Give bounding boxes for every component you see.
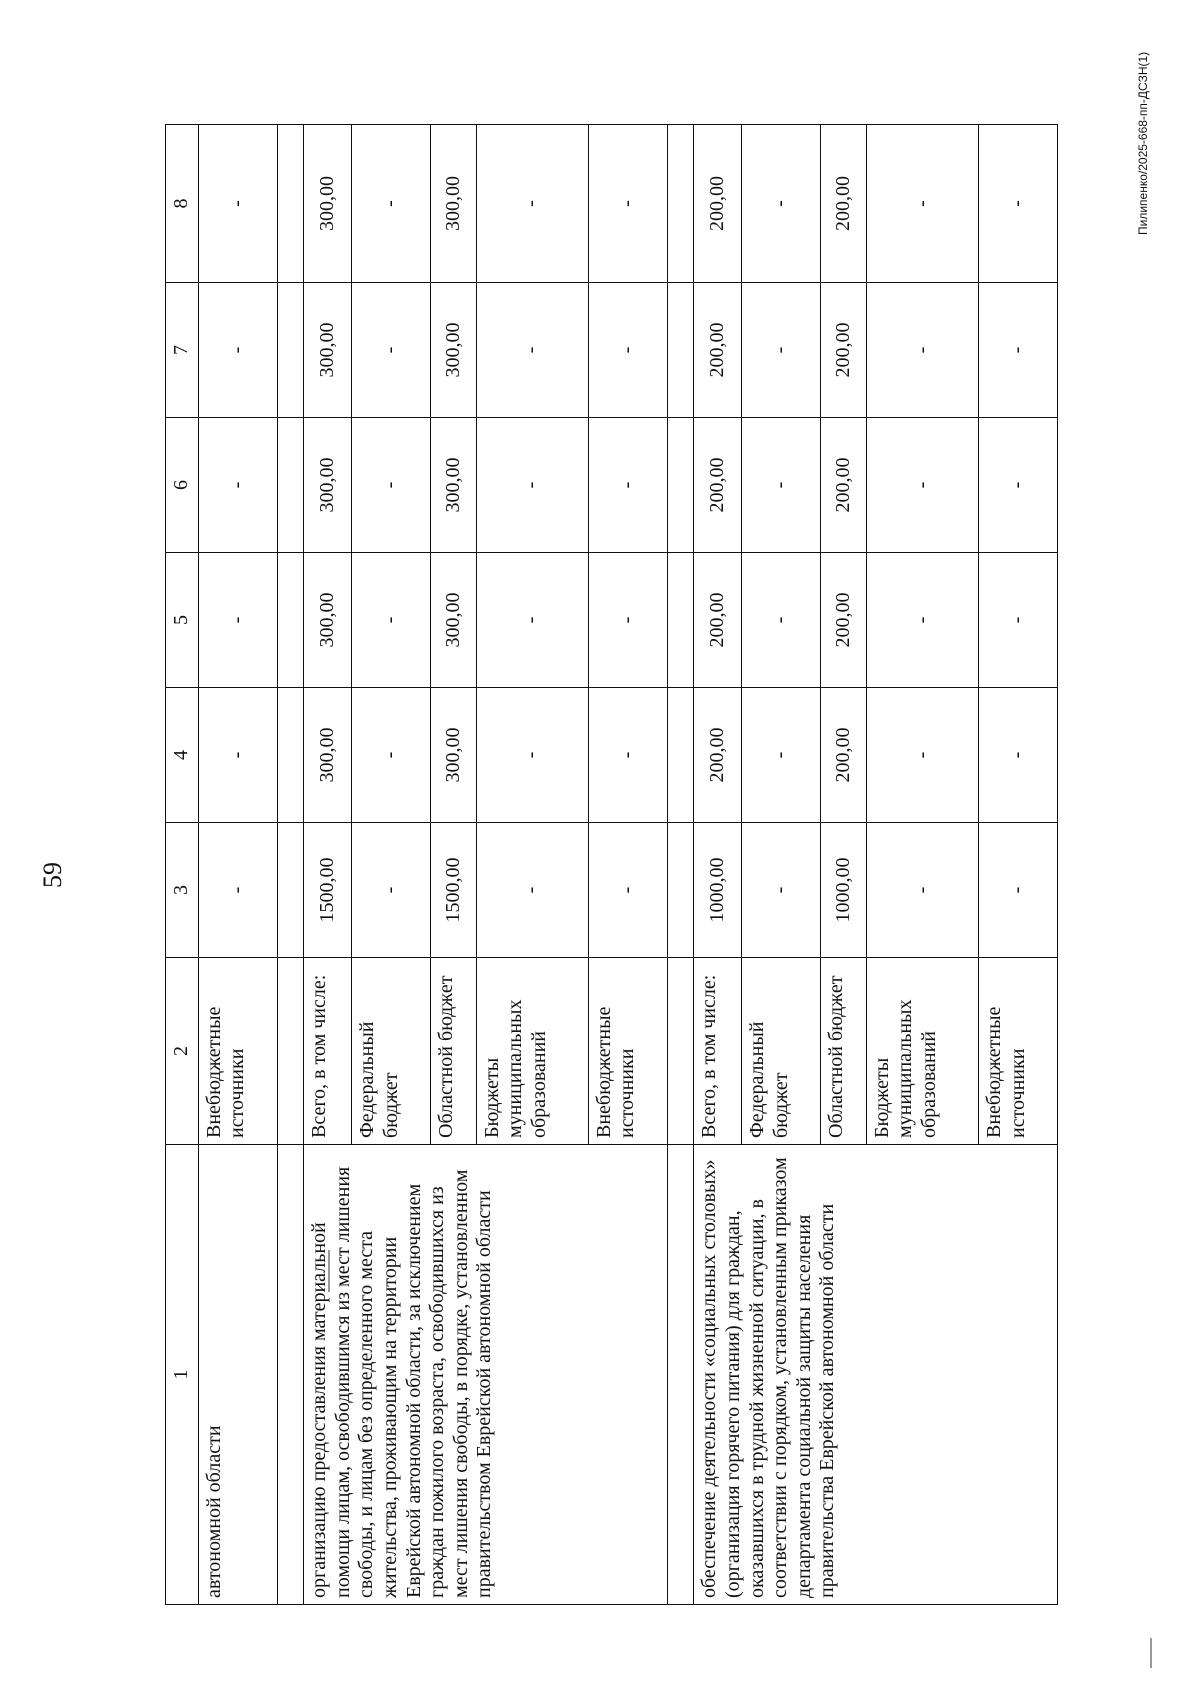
amount-cell: 200,00 [821, 283, 867, 418]
amount-cell: - [198, 823, 277, 958]
spacer-cell [667, 823, 694, 958]
amount-cell: 300,00 [430, 688, 476, 823]
amount-cell: 200,00 [694, 688, 742, 823]
amount-cell: 200,00 [694, 283, 742, 418]
amount-cell: - [978, 418, 1057, 553]
block-spacer-row [667, 125, 694, 1605]
amount-cell: - [866, 688, 978, 823]
amount-cell: - [588, 283, 667, 418]
table-row [304, 125, 352, 1605]
amount-cell: 1500,00 [304, 823, 352, 958]
amount-cell: 200,00 [694, 125, 742, 283]
amount-cell: - [588, 553, 667, 688]
amount-cell: - [476, 688, 588, 823]
funding-source-cell: Областной бюджет [821, 958, 867, 1145]
spacer-cell [277, 418, 304, 553]
amount-cell: - [588, 418, 667, 553]
amount-cell: - [351, 823, 430, 958]
amount-cell: - [866, 823, 978, 958]
amount-cell: 200,00 [821, 688, 867, 823]
amount-cell: 200,00 [821, 125, 867, 283]
document-footer-code: Пилипенко/2025-668-пп-ДСЗН(1) [1136, 51, 1150, 235]
amount-cell: 1000,00 [694, 823, 742, 958]
spacer-cell [667, 553, 694, 688]
amount-cell: 200,00 [694, 418, 742, 553]
block-spacer-row [277, 125, 304, 1605]
amount-cell: 1000,00 [821, 823, 867, 958]
table-row [198, 125, 277, 1605]
amount-cell: - [742, 553, 821, 688]
funding-source-cell: Федеральный бюджет [742, 958, 821, 1145]
spacer-cell [277, 125, 304, 283]
amount-cell: 300,00 [304, 553, 352, 688]
page-number: 59 [38, 862, 67, 888]
amount-cell: 300,00 [430, 125, 476, 283]
activity-description-cell: обеспечение деятельности «социальных столовых» (организация горячего питания) для граждан, оказавшихся в трудной жизненной ситуации, в соответствии с порядком, установленным приказом департамента социальной защиты населения правительства Еврейской автономной области [694, 1145, 1058, 1605]
amount-cell: - [866, 283, 978, 418]
spacer-cell [277, 688, 304, 823]
amount-cell: 300,00 [304, 125, 352, 283]
column-header-7: 7 [166, 283, 199, 418]
funding-source-cell: Всего, в том числе: [304, 958, 352, 1145]
funding-source-cell: Бюджеты муниципальных образований [866, 958, 978, 1145]
amount-cell: - [476, 125, 588, 283]
table-header-row [166, 125, 199, 1605]
amount-cell: - [742, 418, 821, 553]
funding-source-cell: Внебюджетные источники [978, 958, 1057, 1145]
funding-source-cell: Всего, в том числе: [694, 958, 742, 1145]
amount-cell: - [351, 418, 430, 553]
spacer-cell [277, 283, 304, 418]
amount-cell: - [351, 125, 430, 283]
column-header-4: 4 [166, 688, 199, 823]
spacer-cell [667, 125, 694, 283]
activity-description-cell: автономной области [198, 1145, 277, 1605]
column-header-3: 3 [166, 823, 199, 958]
funding-source-cell: Внебюджетные источники [198, 958, 277, 1145]
column-header-8: 8 [166, 125, 199, 283]
amount-cell: 300,00 [304, 688, 352, 823]
amount-cell: - [476, 418, 588, 553]
amount-cell: - [476, 283, 588, 418]
amount-cell: 200,00 [821, 418, 867, 553]
column-header-2: 2 [166, 958, 199, 1145]
amount-cell: - [476, 553, 588, 688]
activity-description-cell: организацию предоставления материальной помощи лицам, освободившимся из мест лишения свободы, и лицам без определенного места жительства, проживающим на территории Еврейской автономной области, за исключением граждан пожилого возраста, освободившихся из мест лишения свободы, в порядке, установленном правительством Еврейской автономной области [304, 1145, 668, 1605]
amount-cell: - [588, 688, 667, 823]
table-row [694, 125, 742, 1605]
amount-cell: 200,00 [694, 553, 742, 688]
amount-cell: - [866, 125, 978, 283]
amount-cell: 300,00 [304, 283, 352, 418]
column-header-5: 5 [166, 553, 199, 688]
amount-cell: - [198, 688, 277, 823]
spacer-cell [667, 418, 694, 553]
spacer-cell [277, 1145, 304, 1605]
amount-cell: 300,00 [304, 418, 352, 553]
budget-table [165, 124, 1058, 1605]
amount-cell: 300,00 [430, 418, 476, 553]
amount-cell: - [866, 553, 978, 688]
amount-cell: - [742, 823, 821, 958]
amount-cell: - [198, 418, 277, 553]
spacer-cell [667, 688, 694, 823]
funding-source-cell: Бюджеты муниципальных образований [476, 958, 588, 1145]
column-header-1: 1 [166, 1145, 199, 1605]
amount-cell: - [351, 283, 430, 418]
amount-cell: - [198, 553, 277, 688]
amount-cell: - [588, 823, 667, 958]
amount-cell: - [198, 125, 277, 283]
column-header-6: 6 [166, 418, 199, 553]
amount-cell: - [351, 688, 430, 823]
amount-cell: - [978, 125, 1057, 283]
amount-cell: - [588, 125, 667, 283]
amount-cell: - [742, 283, 821, 418]
amount-cell: - [978, 283, 1057, 418]
amount-cell: 200,00 [821, 553, 867, 688]
amount-cell: 300,00 [430, 553, 476, 688]
funding-source-cell: Областной бюджет [430, 958, 476, 1145]
amount-cell: 1500,00 [430, 823, 476, 958]
amount-cell: - [476, 823, 588, 958]
amount-cell: - [198, 283, 277, 418]
amount-cell: - [978, 823, 1057, 958]
budget-table-wrapper [165, 125, 1058, 1605]
funding-source-cell: Внебюджетные источники [588, 958, 667, 1145]
amount-cell: - [978, 553, 1057, 688]
scan-mark-bottom [1150, 1638, 1152, 1668]
spacer-cell [277, 958, 304, 1145]
amount-cell: 300,00 [430, 283, 476, 418]
spacer-cell [277, 823, 304, 958]
amount-cell: - [866, 418, 978, 553]
amount-cell: - [742, 125, 821, 283]
table-body [198, 125, 1057, 1605]
spacer-cell [667, 283, 694, 418]
funding-source-cell: Федеральный бюджет [351, 958, 430, 1145]
spacer-cell [667, 958, 694, 1145]
spacer-cell [277, 553, 304, 688]
amount-cell: - [351, 553, 430, 688]
amount-cell: - [978, 688, 1057, 823]
amount-cell: - [742, 688, 821, 823]
spacer-cell [667, 1145, 694, 1605]
